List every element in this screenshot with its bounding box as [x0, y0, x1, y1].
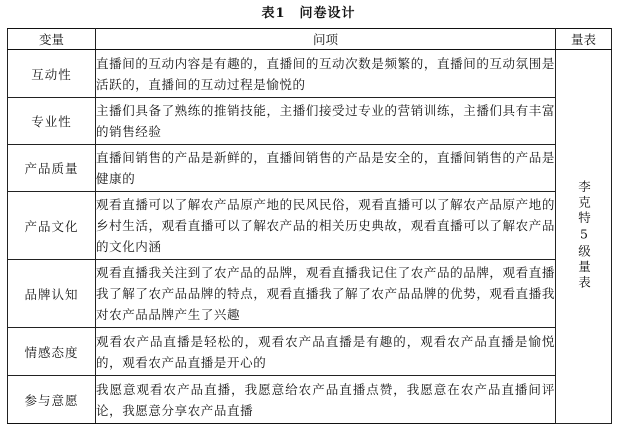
table-number: 表1	[261, 6, 286, 21]
variable-cell: 产品质量	[8, 145, 96, 192]
header-item: 问项	[96, 29, 556, 50]
item-cell: 主播们具备了熟练的推销技能，主播们接受过专业的营销训练，主播们具有丰富的销售经验	[96, 98, 556, 145]
scale-text: 李克特5级量表	[576, 179, 592, 291]
item-cell: 观看直播我关注到了农产品的品牌，观看直播我记住了农产品的品牌，观看直播我了解了农产品品牌的特点，观看直播我了解了农产品品牌的优势，观看直播我对农产品品牌产生了兴趣	[96, 260, 556, 328]
variable-cell: 参与意愿	[8, 376, 96, 424]
header-scale: 量表	[556, 29, 612, 50]
survey-table	[7, 28, 612, 424]
header-row	[8, 29, 612, 50]
header-variable: 变量	[8, 29, 96, 50]
scale-cell	[556, 50, 612, 424]
table-row	[8, 145, 612, 192]
item-cell: 直播间销售的产品是新鲜的，直播间销售的产品是安全的，直播间销售的产品是健康的	[96, 145, 556, 192]
table-title	[0, 4, 617, 24]
item-cell: 我愿意观看农产品直播，我愿意给农产品直播点赞，我愿意在农产品直播间评论，我愿意分享农产品直播	[96, 376, 556, 424]
table-caption: 问卷设计	[299, 6, 356, 21]
variable-cell: 情感态度	[8, 328, 96, 376]
table-row	[8, 376, 612, 424]
item-cell: 观看农产品直播是轻松的，观看农产品直播是有趣的，观看农产品直播是愉悦的，观看农产品直播是开心的	[96, 328, 556, 376]
variable-cell: 品牌认知	[8, 260, 96, 328]
item-cell: 直播间的互动内容是有趣的，直播间的互动次数是频繁的，直播间的互动氛围是活跃的，直播间的互动过程是愉悦的	[96, 50, 556, 98]
item-cell: 观看直播可以了解农产品原产地的民风民俗，观看直播可以了解农产品原产地的乡村生活，观看直播可以了解农产品的相关历史典故，观看直播可以了解农产品的文化内涵	[96, 192, 556, 260]
variable-cell: 产品文化	[8, 192, 96, 260]
variable-cell: 专业性	[8, 98, 96, 145]
variable-cell: 互动性	[8, 50, 96, 98]
table-row	[8, 50, 612, 98]
table-row	[8, 192, 612, 260]
table-row	[8, 98, 612, 145]
table-row	[8, 328, 612, 376]
table-row	[8, 260, 612, 328]
